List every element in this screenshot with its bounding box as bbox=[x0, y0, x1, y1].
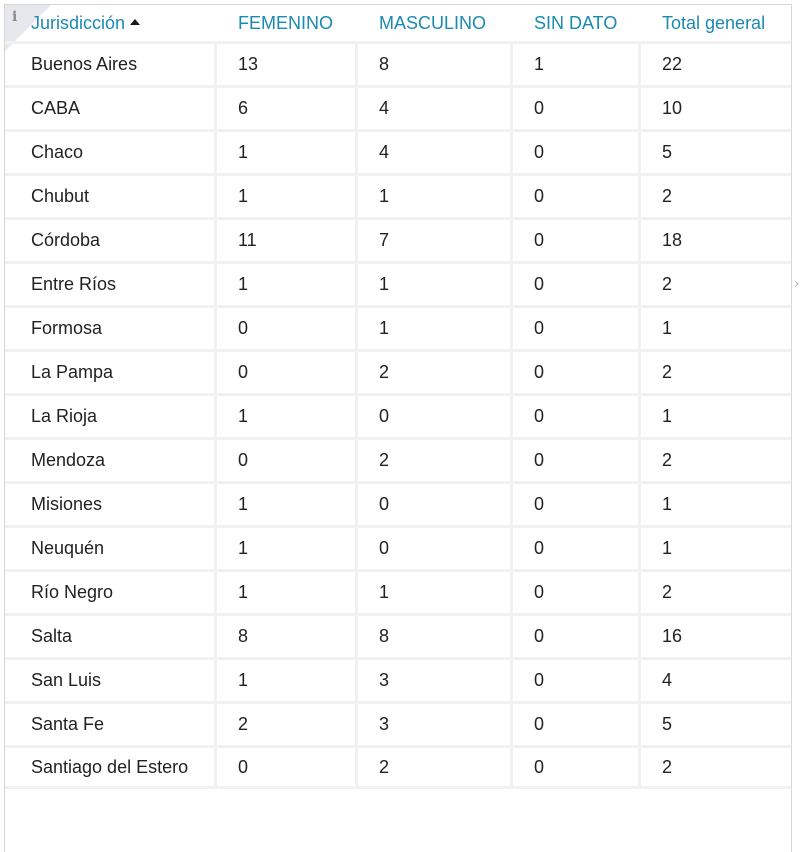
table-row bbox=[5, 129, 791, 173]
cell-femenino: 1 bbox=[217, 525, 358, 569]
cell-sin-dato: 0 bbox=[513, 525, 641, 569]
column-header-sin-dato[interactable]: SIN DATO bbox=[534, 12, 618, 33]
cell-masculino: 1 bbox=[358, 305, 513, 349]
table-row bbox=[5, 393, 791, 437]
cell-total-general: 18 bbox=[641, 217, 791, 261]
cell-total-general: 2 bbox=[641, 349, 791, 393]
cell-sin-dato: 0 bbox=[513, 437, 641, 481]
cell-total-general: 5 bbox=[641, 701, 791, 745]
table-row bbox=[5, 613, 791, 657]
cell-masculino: 2 bbox=[358, 349, 513, 393]
cell-sin-dato: 0 bbox=[513, 613, 641, 657]
cell-sin-dato: 0 bbox=[513, 217, 641, 261]
cell-femenino: 1 bbox=[217, 393, 358, 437]
cell-jurisdiccion: La Pampa bbox=[5, 349, 217, 393]
cell-sin-dato: 0 bbox=[513, 305, 641, 349]
cell-total-general: 2 bbox=[641, 261, 791, 305]
cell-masculino: 0 bbox=[358, 393, 513, 437]
cell-femenino: 6 bbox=[217, 85, 358, 129]
scroll-right-icon[interactable]: › bbox=[794, 276, 800, 292]
cell-jurisdiccion: La Rioja bbox=[5, 393, 217, 437]
table-row bbox=[5, 437, 791, 481]
cell-jurisdiccion: Entre Ríos bbox=[5, 261, 217, 305]
cell-masculino: 3 bbox=[358, 657, 513, 701]
table-row bbox=[5, 745, 791, 789]
cell-jurisdiccion: Buenos Aires bbox=[5, 41, 217, 85]
cell-total-general: 10 bbox=[641, 85, 791, 129]
table-row bbox=[5, 525, 791, 569]
table-header-row bbox=[5, 5, 791, 41]
info-icon[interactable]: i bbox=[12, 9, 18, 25]
cell-sin-dato: 0 bbox=[513, 173, 641, 217]
column-header-masculino[interactable]: MASCULINO bbox=[379, 12, 487, 33]
cell-femenino: 8 bbox=[217, 613, 358, 657]
cell-jurisdiccion: CABA bbox=[5, 85, 217, 129]
data-table-panel bbox=[4, 4, 792, 852]
cell-femenino: 13 bbox=[217, 41, 358, 85]
table-row bbox=[5, 657, 791, 701]
table-row bbox=[5, 701, 791, 745]
cell-masculino: 2 bbox=[358, 745, 513, 789]
cell-total-general: 2 bbox=[641, 745, 791, 789]
cell-total-general: 1 bbox=[641, 305, 791, 349]
cell-femenino: 0 bbox=[217, 349, 358, 393]
sort-ascending-icon bbox=[130, 19, 140, 25]
cell-sin-dato: 0 bbox=[513, 701, 641, 745]
cell-jurisdiccion: Chaco bbox=[5, 129, 217, 173]
cell-femenino: 1 bbox=[217, 173, 358, 217]
cell-femenino: 0 bbox=[217, 305, 358, 349]
cell-masculino: 1 bbox=[358, 173, 513, 217]
cell-total-general: 1 bbox=[641, 481, 791, 525]
table-row bbox=[5, 481, 791, 525]
cell-femenino: 11 bbox=[217, 217, 358, 261]
column-header-jurisdiccion[interactable] bbox=[5, 5, 217, 41]
cell-total-general: 16 bbox=[641, 613, 791, 657]
cell-sin-dato: 1 bbox=[513, 41, 641, 85]
cell-masculino: 0 bbox=[358, 481, 513, 525]
cell-femenino: 1 bbox=[217, 129, 358, 173]
cell-total-general: 2 bbox=[641, 173, 791, 217]
column-header-label: Jurisdicción bbox=[31, 12, 126, 33]
jurisdiction-gender-table bbox=[5, 5, 791, 789]
cell-sin-dato: 0 bbox=[513, 393, 641, 437]
table-body bbox=[5, 41, 791, 789]
cell-masculino: 2 bbox=[358, 437, 513, 481]
cell-total-general: 1 bbox=[641, 393, 791, 437]
cell-jurisdiccion: Mendoza bbox=[5, 437, 217, 481]
cell-femenino: 0 bbox=[217, 437, 358, 481]
cell-jurisdiccion: Río Negro bbox=[5, 569, 217, 613]
cell-masculino: 4 bbox=[358, 129, 513, 173]
table-row bbox=[5, 261, 791, 305]
cell-masculino: 0 bbox=[358, 525, 513, 569]
cell-sin-dato: 0 bbox=[513, 745, 641, 789]
cell-masculino: 3 bbox=[358, 701, 513, 745]
cell-femenino: 1 bbox=[217, 481, 358, 525]
cell-jurisdiccion: Neuquén bbox=[5, 525, 217, 569]
cell-femenino: 1 bbox=[217, 261, 358, 305]
cell-jurisdiccion: Córdoba bbox=[5, 217, 217, 261]
table-row bbox=[5, 569, 791, 613]
cell-masculino: 8 bbox=[358, 613, 513, 657]
column-header-total-general[interactable]: Total general bbox=[662, 12, 766, 33]
table-row bbox=[5, 217, 791, 261]
cell-total-general: 4 bbox=[641, 657, 791, 701]
cell-total-general: 1 bbox=[641, 525, 791, 569]
table-row bbox=[5, 85, 791, 129]
table-row bbox=[5, 349, 791, 393]
cell-jurisdiccion: Chubut bbox=[5, 173, 217, 217]
cell-total-general: 2 bbox=[641, 569, 791, 613]
cell-total-general: 5 bbox=[641, 129, 791, 173]
cell-sin-dato: 0 bbox=[513, 85, 641, 129]
cell-jurisdiccion: Misiones bbox=[5, 481, 217, 525]
cell-total-general: 2 bbox=[641, 437, 791, 481]
cell-femenino: 0 bbox=[217, 745, 358, 789]
cell-jurisdiccion: Santiago del Estero bbox=[5, 745, 217, 789]
cell-jurisdiccion: Salta bbox=[5, 613, 217, 657]
cell-femenino: 1 bbox=[217, 569, 358, 613]
cell-femenino: 2 bbox=[217, 701, 358, 745]
table-row bbox=[5, 173, 791, 217]
table-row bbox=[5, 41, 791, 85]
cell-masculino: 4 bbox=[358, 85, 513, 129]
cell-femenino: 1 bbox=[217, 657, 358, 701]
cell-sin-dato: 0 bbox=[513, 129, 641, 173]
cell-sin-dato: 0 bbox=[513, 481, 641, 525]
cell-sin-dato: 0 bbox=[513, 657, 641, 701]
cell-masculino: 1 bbox=[358, 261, 513, 305]
cell-masculino: 7 bbox=[358, 217, 513, 261]
cell-masculino: 8 bbox=[358, 41, 513, 85]
cell-jurisdiccion: Formosa bbox=[5, 305, 217, 349]
cell-masculino: 1 bbox=[358, 569, 513, 613]
column-header-femenino[interactable]: FEMENINO bbox=[238, 12, 334, 33]
cell-sin-dato: 0 bbox=[513, 261, 641, 305]
cell-jurisdiccion: San Luis bbox=[5, 657, 217, 701]
cell-total-general: 22 bbox=[641, 41, 791, 85]
cell-jurisdiccion: Santa Fe bbox=[5, 701, 217, 745]
cell-sin-dato: 0 bbox=[513, 349, 641, 393]
cell-sin-dato: 0 bbox=[513, 569, 641, 613]
table-row bbox=[5, 305, 791, 349]
